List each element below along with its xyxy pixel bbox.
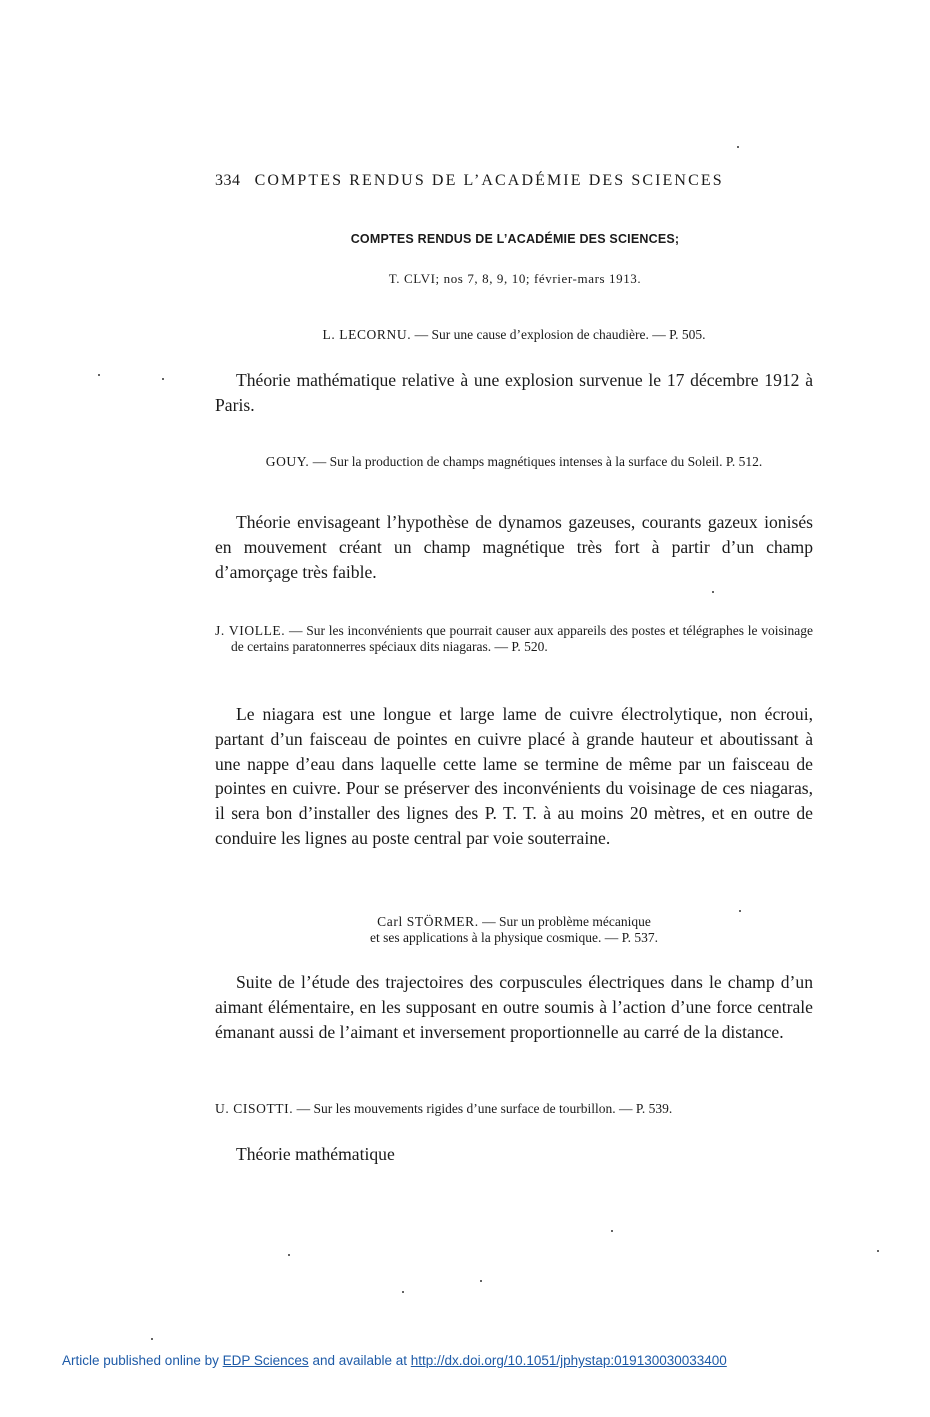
footer-middle: and available at bbox=[312, 1353, 408, 1368]
doi-link[interactable]: http://dx.doi.org/10.1051/jphystap:019130030033400 bbox=[410, 1353, 727, 1368]
footer-prefix: Article published online by bbox=[62, 1353, 219, 1368]
entry-title: — Sur les mouvements rigides d’une surface de tourbillon. — P. 539. bbox=[296, 1101, 673, 1116]
entry-title: — Sur les inconvénients que pourrait causer aux appareils des postes et télégraphes le voisinage de certains paratonnerres spéciaux dits niagaras. — P. 520. bbox=[231, 623, 814, 654]
entry-title-continuation: et ses applications à la physique cosmique. — P. 537. bbox=[370, 930, 658, 945]
journal-title: COMPTES RENDUS DE L’ACADÉMIE DES SCIENCES; bbox=[350, 232, 680, 246]
entry-title: — Sur une cause d’explosion de chaudière. — P. 505. bbox=[414, 327, 706, 342]
entry-title: — Sur un problème mécanique bbox=[482, 914, 651, 929]
scan-speck bbox=[98, 374, 100, 376]
running-head bbox=[215, 172, 815, 190]
entry-abstract: Théorie mathématique bbox=[236, 1144, 395, 1164]
scan-speck bbox=[611, 1230, 613, 1232]
scan-speck bbox=[739, 910, 741, 912]
entry-abstract: Suite de l’étude des trajectoires des corpuscules électriques dans le champ d’un aimant élémentaire, en les supposant en outre soumis à l’action d’une force centrale émanant aussi de l’aimant et inversement proportionnelle au carré de la distance. bbox=[215, 972, 813, 1042]
scan-speck bbox=[162, 378, 164, 380]
entry-author: U. CISOTTI. bbox=[215, 1101, 294, 1116]
issue-line: T. CLVI; nos 7, 8, 9, 10; février-mars 1913. bbox=[388, 271, 642, 286]
entry-abstract: Théorie mathématique relative à une explosion survenue le 17 décembre 1912 à Paris. bbox=[215, 370, 813, 415]
scan-speck bbox=[288, 1254, 290, 1256]
scan-speck bbox=[402, 1291, 404, 1293]
scan-speck bbox=[151, 1338, 153, 1340]
publisher-link[interactable]: EDP Sciences bbox=[222, 1353, 309, 1368]
entry-abstract: Le niagara est une longue et large lame de cuivre électrolytique, non écroui, partant d’un faisceau de pointes en cuivre placé à grande hauteur et aboutissant à une nappe d’eau dans laquelle cette lame se termine de même par un faisceau de pointes en cuivre. Pour se préserver des inconvénients du voisinage de ces niagaras, il sera bon d’installer des lignes des P. T. T. à au moins 20 mètres, et en outre de conduire les lignes au poste central par voie souterraine. bbox=[215, 704, 813, 848]
publication-footer bbox=[62, 1353, 727, 1368]
entry-author: L. LECORNU. bbox=[322, 327, 412, 342]
entry-heading bbox=[215, 327, 813, 343]
entry-title: — Sur la production de champs magnétiques intenses à la surface du Soleil. P. 512. bbox=[312, 454, 763, 469]
entry-heading bbox=[215, 914, 813, 946]
entry-abstract: Théorie envisageant l’hypothèse de dynamos gazeuses, courants gazeux ionisés en mouvement créant un champ magnétique très fort à partir d’un champ d’amorçage très faible. bbox=[215, 512, 813, 582]
scan-speck bbox=[480, 1280, 482, 1282]
entry-author: Carl STÖRMER. bbox=[377, 914, 479, 929]
entry-author: J. VIOLLE. bbox=[215, 623, 286, 638]
entry-heading bbox=[215, 623, 813, 655]
entry-author: GOUY. bbox=[265, 454, 310, 469]
entry-heading bbox=[215, 454, 813, 470]
page-number: 334 bbox=[215, 172, 241, 189]
scan-speck bbox=[877, 1250, 879, 1252]
scan-speck bbox=[737, 146, 739, 148]
scan-speck bbox=[712, 591, 714, 593]
entry-heading bbox=[215, 1101, 813, 1117]
running-head-title: COMPTES RENDUS DE L’ACADÉMIE DES SCIENCES bbox=[254, 172, 724, 189]
